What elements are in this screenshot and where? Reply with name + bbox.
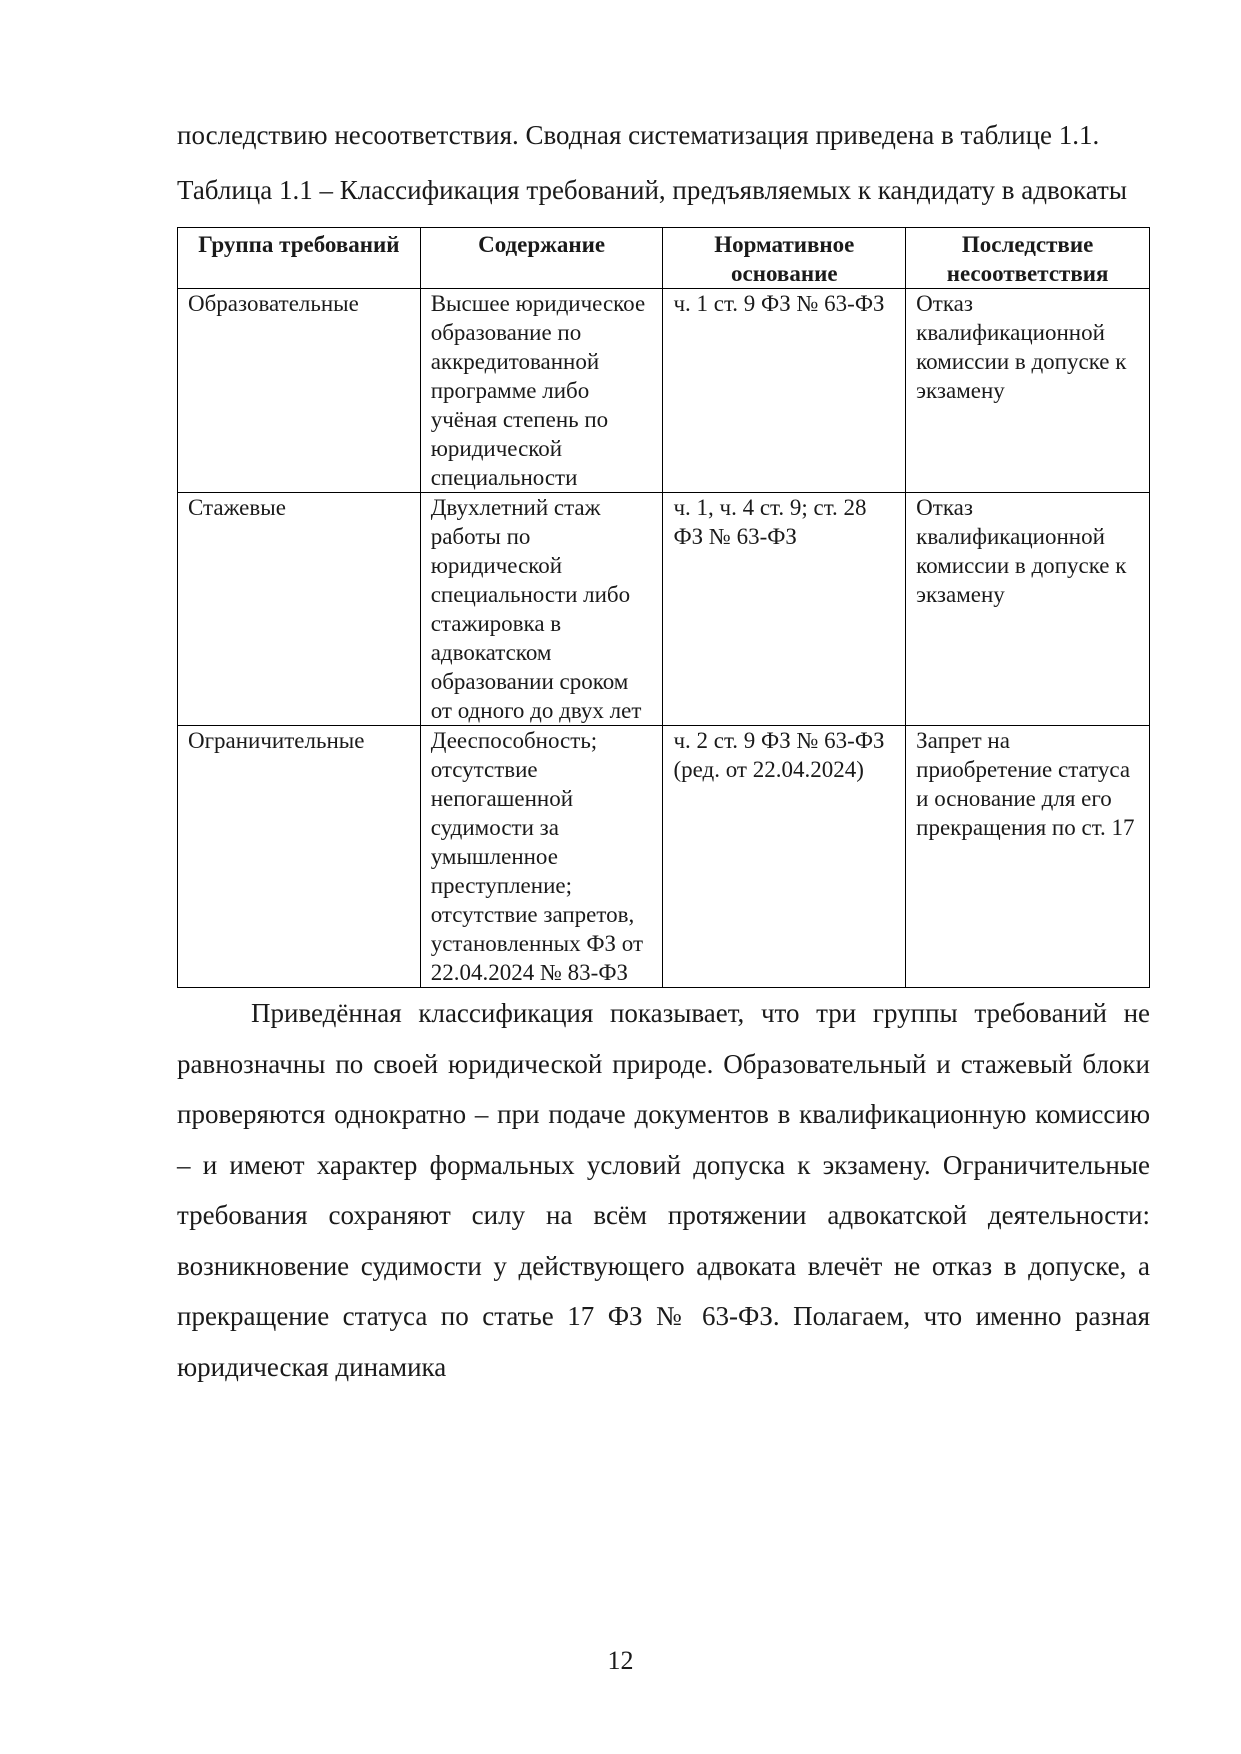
table-row [178, 726, 1150, 988]
cell-legal-basis: ч. 1, ч. 4 ст. 9; ст. 28 ФЗ № 63-ФЗ [663, 493, 906, 726]
document-page [177, 110, 1150, 1392]
table-row [178, 289, 1150, 493]
header-group: Группа требований [178, 228, 421, 289]
cell-content: Дееспособность; отсутствие непогашенной судимости за умышленное преступление; отсутствие запретов, установленных ФЗ от 22.04.2024 № 83-ФЗ [420, 726, 663, 988]
intro-paragraph: последствию несоответствия. Сводная систематизация приведена в таблице 1.1. [177, 120, 1100, 150]
page-number: 12 [607, 1646, 634, 1675]
requirements-table [177, 227, 1150, 988]
cell-group: Стажевые [178, 493, 421, 726]
cell-content: Двухлетний стаж работы по юридической специальности либо стажировка в адвокатском образовании сроком от одного до двух лет [420, 493, 663, 726]
cell-legal-basis: ч. 2 ст. 9 ФЗ № 63-ФЗ (ред. от 22.04.2024) [663, 726, 906, 988]
table-caption: Таблица 1.1 – Классификация требований, предъявляемых к кандидату в адвокаты [177, 174, 1127, 205]
cell-legal-basis: ч. 1 ст. 9 ФЗ № 63-ФЗ [663, 289, 906, 493]
cell-consequence: Отказ квалификационной комиссии в допуске к экзамену [906, 289, 1150, 493]
table-row [178, 493, 1150, 726]
header-legal-basis: Нормативное основание [663, 228, 906, 289]
header-content: Содержание [420, 228, 663, 289]
cell-group: Ограничительные [178, 726, 421, 988]
cell-consequence: Отказ квалификационной комиссии в допуске к экзамену [906, 493, 1150, 726]
cell-consequence: Запрет на приобретение статуса и основание для его прекращения по ст. 17 [906, 726, 1150, 988]
body-paragraph: Приведённая классификация показывает, что три группы требований не равнозначны по своей юридической природе. Образовательный и стажевый блоки проверяются однократно – при подаче документов в квалификационную комиссию – и имеют характер формальных условий допуска к экзамену. Ограничительные требования сохраняют силу на всём протяжении адвокатской деятельности: возникновение судимости у действующего адвоката влечёт не отказ в допуске, а прекращение статуса по статье 17 ФЗ № 63-ФЗ. Полагаем, что именно разная юридическая динамика [177, 998, 1150, 1382]
cell-group: Образовательные [178, 289, 421, 493]
header-consequence: Последствие несоответствия [906, 228, 1150, 289]
table-header-row [178, 228, 1150, 289]
cell-content: Высшее юридическое образование по аккредитованной программе либо учёная степень по юридической специальности [420, 289, 663, 493]
